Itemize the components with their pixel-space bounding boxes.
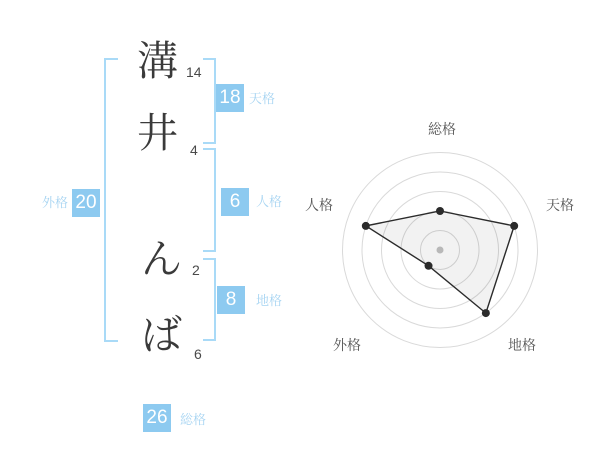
radar-axis-label-soukaku: 総格 [428, 121, 456, 137]
radar-axis-label-gaikaku: 外格 [333, 337, 361, 353]
stroke-count: 6 [194, 346, 202, 362]
gaikaku-label: 外格 [42, 195, 69, 210]
chikaku-label: 地格 [256, 293, 283, 308]
soukaku-badge: 26 [143, 404, 171, 432]
name-character: ん [141, 236, 182, 282]
name-character: 溝 [137, 38, 178, 84]
jinkaku-label: 人格 [256, 194, 283, 209]
tenkaku-badge: 18 [216, 84, 244, 112]
stroke-count: 4 [190, 142, 198, 158]
name-character: ば [141, 312, 182, 358]
name-character: 井 [137, 110, 178, 156]
jinkaku-badge: 6 [221, 188, 249, 216]
gaikaku-badge: 20 [72, 189, 100, 217]
soukaku-label: 総格 [180, 412, 207, 427]
tenkaku-label: 天格 [249, 91, 276, 106]
stroke-count: 2 [192, 262, 200, 278]
radar-axis-label-chikaku: 地格 [508, 337, 536, 353]
radar-axis-label-jinkaku: 人格 [305, 197, 333, 213]
stroke-count: 14 [186, 64, 202, 80]
chikaku-badge: 8 [217, 286, 245, 314]
radar-axis-label-tenkaku: 天格 [546, 197, 574, 213]
